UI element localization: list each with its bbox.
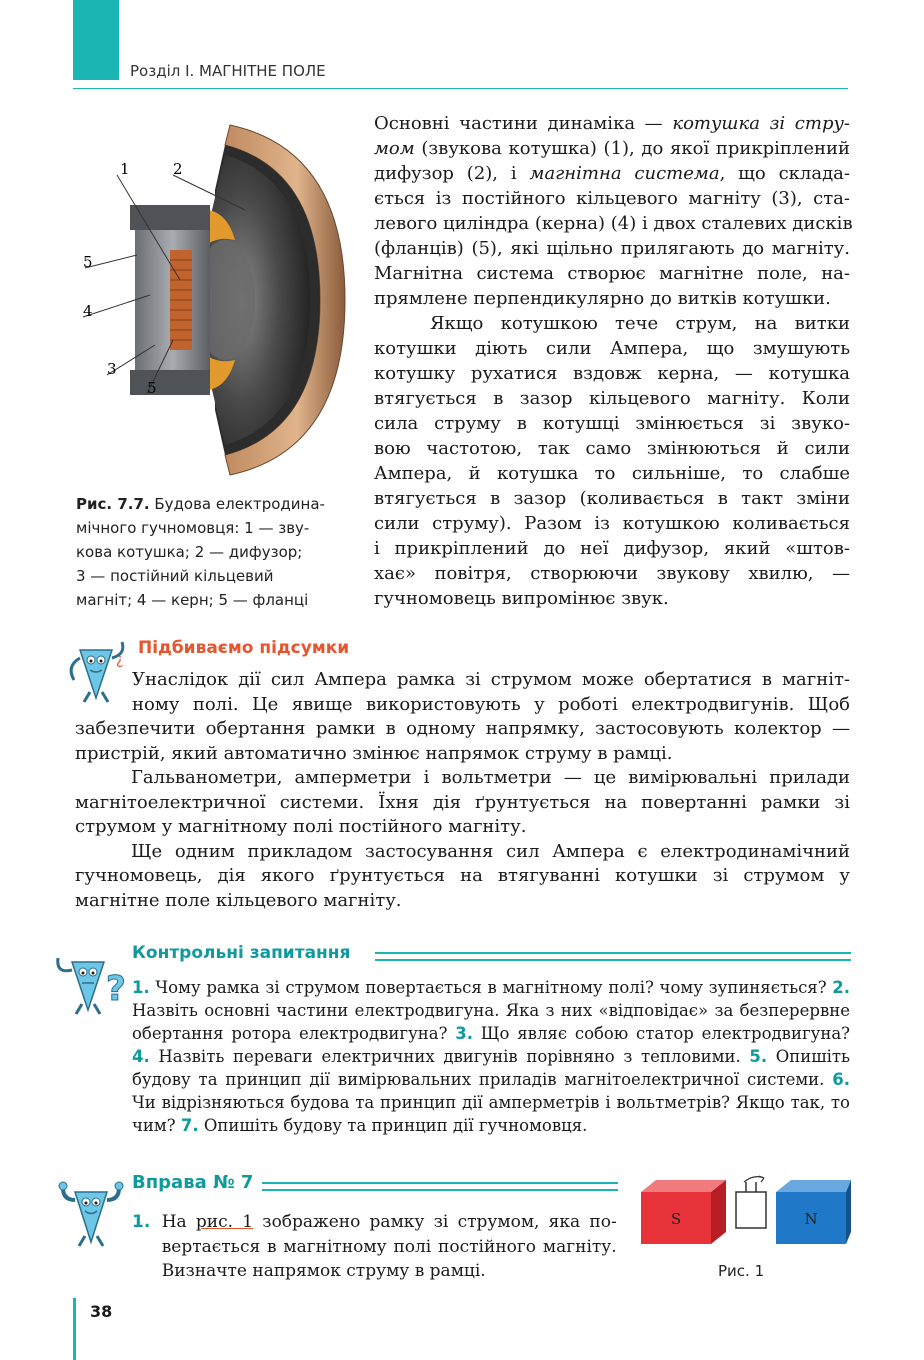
questions-title-rule — [375, 952, 851, 961]
text-line: і прикріплений до неї дифузор, який «штов- — [374, 538, 850, 559]
text-line: вертається в магнітному полі постійного магніту. — [161, 1236, 617, 1257]
s-pole-label: S — [670, 1210, 682, 1228]
exercise-number: 1. — [132, 1212, 151, 1232]
svg-text:¿: ¿ — [116, 652, 124, 668]
header-color-tab — [73, 0, 119, 80]
figure-caption: Рис. 7.7. Будова електродина- мічного гучномовця: 1 — зву- кова котушка; 2 — дифузор; 3 — постійний кільцевий магніт; 4 — керн; 5 — фланці — [76, 495, 325, 609]
question-number: 2. — [832, 978, 850, 997]
question-text: Опишіть будову та принцип дії гучномовця. — [198, 1116, 588, 1135]
text-line: вою частотою, так само змінюються й сили — [374, 438, 850, 459]
text-line: левого циліндра (керна) (4) і двох сталевих дисків — [374, 213, 853, 234]
question-text: Назвіть переваги електричних двигунів порівняно з тепловими. — [149, 1047, 750, 1066]
question-text: Що являє собою статор електродвигуна? — [472, 1024, 850, 1043]
text-line: На рис. 1 зображено рамку зі струмом, яка по- — [161, 1212, 617, 1232]
text-line: Основні частини динаміка — котушка зі стру- — [374, 113, 851, 134]
footer-rule — [73, 1298, 76, 1360]
text-line: прямлене перпендикулярно до витків котушки. — [374, 288, 831, 309]
question-number: 4. — [132, 1047, 150, 1066]
text-line: Магнітна система створює магнітне поле, на- — [374, 263, 850, 284]
mascot-question-icon — [50, 950, 132, 1020]
text-line: сила струму в котушці змінюється зі звуко- — [374, 413, 850, 434]
n-pole-label: N — [804, 1210, 818, 1228]
header-rule — [73, 88, 848, 89]
exercise-title: Вправа № 7 — [132, 1172, 254, 1193]
speaker-cutaway-figure — [75, 110, 355, 490]
exercise-title-rule — [262, 1182, 618, 1191]
question-number: 3. — [455, 1024, 473, 1043]
label-4: 4 — [83, 302, 93, 320]
exercise-item-1 — [132, 1210, 620, 1284]
page-number: 38 — [90, 1302, 113, 1321]
text-line: дифузор (2), і магнітна система, що склада- — [374, 163, 850, 184]
speaker-description — [374, 111, 853, 611]
question-number: 6. — [832, 1070, 850, 1089]
question-text: Чи відрізняються будова та принцип дії амперметрів і вольтметрів? Якщо так, то чим? — [132, 1093, 850, 1135]
text-line: втягується в зазор кільцевого магніту. Коли — [374, 388, 850, 409]
current-frame — [736, 1192, 766, 1228]
question-number: 5. — [749, 1047, 768, 1066]
running-header: Розділ І. МАГНІТНЕ ПОЛЕ — [130, 62, 326, 80]
text-line: сили струму). Разом із котушкою коливається — [374, 513, 850, 534]
text-line: котушку рухатися вздовж керна, — котушка — [374, 363, 850, 384]
text-line: (фланців) (5), які щільно прилягають до магніту. — [374, 238, 850, 259]
text-line: Ампера, й котушка то сильніше, то слабше — [374, 463, 850, 484]
figure-1-caption: Рис. 1 — [718, 1262, 765, 1280]
question-text: Чому рамка зі струмом повертається в магнітному полі? чому зупиняється? — [149, 978, 833, 997]
summary-paragraph-1-start — [132, 668, 850, 717]
question-number: 7. — [180, 1116, 199, 1135]
svg-text:?: ? — [106, 969, 126, 1009]
label-2: 2 — [173, 160, 183, 178]
summary-paragraph-2: Гальванометри, амперметри і вольтметри — це вимірювальні прилади магнітоелектричної системи. Їхня дія ґрунтується на повертанні рамки зі струмом у магнітному полі постійного магніту. — [75, 767, 850, 837]
questions-list — [132, 976, 850, 1137]
text-line: втягується в зазор (коливається в такт зміни — [374, 488, 850, 509]
text-line: Якщо котушкою тече струм, на витки — [430, 313, 850, 334]
text-line: Визначте напрямок струму в рамці. — [161, 1261, 486, 1281]
question-number: 1. — [132, 978, 150, 997]
label-5-bottom: 5 — [147, 379, 157, 397]
summary-paragraph-1-end: забезпечити обертання рамки в одному напрямку, застосовують колектор — пристрій, який автоматично змінює напрямок струму в рамці. — [75, 718, 850, 764]
exercise-text — [162, 1210, 617, 1284]
summary-title: Підбиваємо підсумки — [138, 638, 350, 658]
text-line: гучномовець випромінює звук. — [374, 588, 669, 609]
summary-paragraph-3: Ще одним прикладом застосування сил Ампера є електродинамічний гучномовець, дія якого ґрунтується на втягуванні котушки зі струмом у магнітне поле кільцевого магніту. — [75, 840, 850, 911]
text-line: мом (звукова котушка) (1), до якої прикріплений — [374, 138, 850, 159]
summary-paragraphs — [75, 717, 850, 913]
mascot-strong-icon — [55, 1178, 127, 1250]
text-line: котушки діють сили Ампера, що змушують — [374, 338, 850, 359]
label-1: 1 — [120, 160, 130, 178]
figure-link[interactable]: рис. 1 — [195, 1212, 254, 1232]
figure-1-magnets — [636, 1170, 851, 1250]
questions-title: Контрольні запитання — [132, 943, 351, 963]
text-line: ється із постійного кільцевого магніту (3), ста- — [374, 188, 850, 209]
text-line: Унаслідок дії сил Ампера рамка зі струмом може обертатися в магніт- — [132, 669, 850, 690]
question-text: Назвіть основні частини електродвигуна. Яка з них «відповідає» за безперервне обертання ротора електродвигуна? — [132, 1001, 850, 1043]
text-line: хає» повітря, створюючи звукову хвилю, — — [374, 563, 850, 584]
text-line: ному полі. Це явище використовують у роботі електродвигунів. Щоб — [132, 693, 850, 715]
label-5-top: 5 — [83, 253, 93, 271]
label-3: 3 — [107, 360, 117, 378]
mascot-thinking-icon — [60, 636, 132, 706]
question-text: Опишіть будову та принцип дії вимірювальних приладів магнітоелектричної системи. — [132, 1047, 850, 1089]
